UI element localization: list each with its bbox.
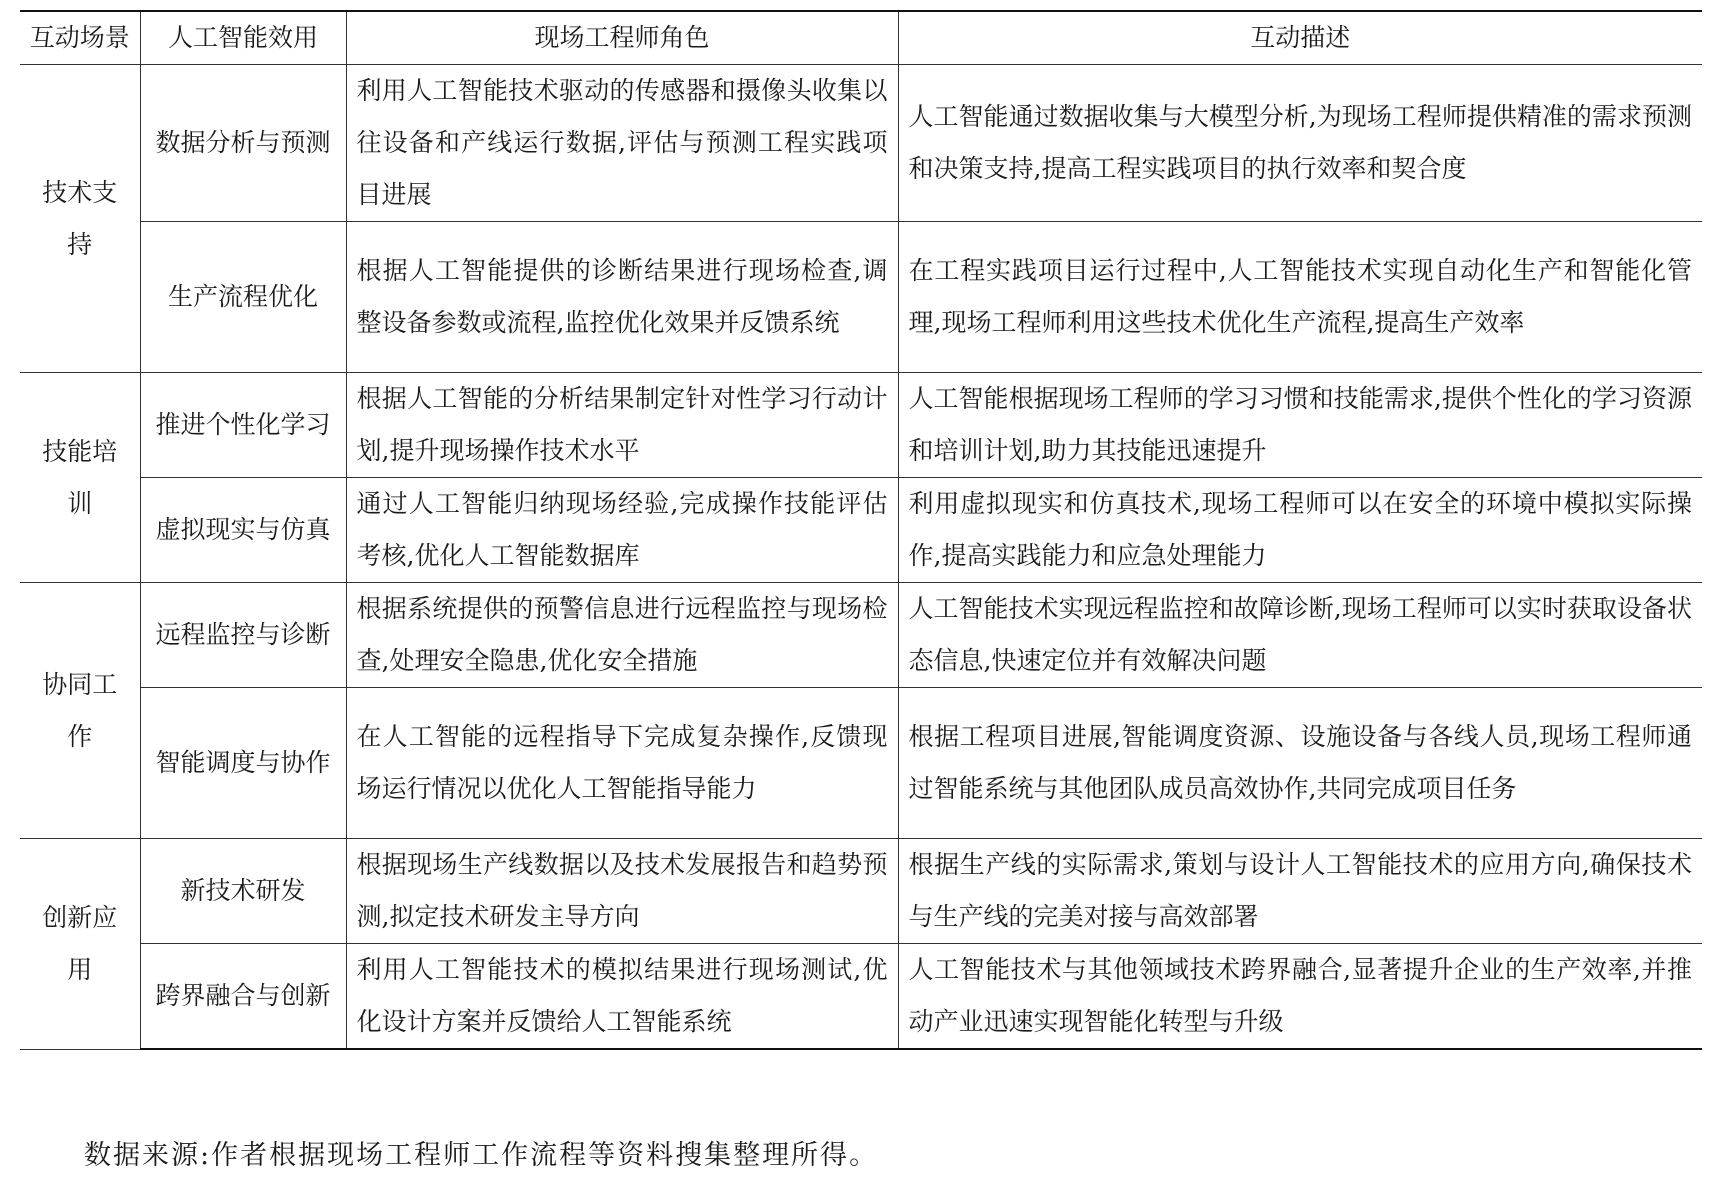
utility-cell: 推进个性化学习 [140,373,346,478]
table-row [20,944,1702,1050]
header-description: 互动描述 [898,11,1702,65]
scene-cell: 创新应用 [20,839,140,1050]
utility-cell: 跨界融合与创新 [140,944,346,1050]
table-row [20,222,1702,373]
table-row [20,373,1702,478]
utility-cell: 虚拟现实与仿真 [140,478,346,583]
table-row [20,688,1702,839]
table-row [20,839,1702,944]
role-cell: 根据系统提供的预警信息进行远程监控与现场检查,处理安全隐患,优化安全措施 [346,583,898,688]
description-cell: 根据生产线的实际需求,策划与设计人工智能技术的应用方向,确保技术与生产线的完美对接与高效部署 [898,839,1702,944]
description-cell: 人工智能通过数据收集与大模型分析,为现场工程师提供精准的需求预测和决策支持,提高工程实践项目的执行效率和契合度 [898,65,1702,222]
table-row [20,478,1702,583]
data-table [20,10,1702,1050]
description-cell: 在工程实践项目运行过程中,人工智能技术实现自动化生产和智能化管理,现场工程师利用这些技术优化生产流程,提高生产效率 [898,222,1702,373]
utility-cell: 远程监控与诊断 [140,583,346,688]
table-header-row [20,11,1702,65]
description-cell: 人工智能根据现场工程师的学习习惯和技能需求,提供个性化的学习资源和培训计划,助力其技能迅速提升 [898,373,1702,478]
role-cell: 利用人工智能技术的模拟结果进行现场测试,优化设计方案并反馈给人工智能系统 [346,944,898,1050]
description-cell: 人工智能技术实现远程监控和故障诊断,现场工程师可以实时获取设备状态信息,快速定位并有效解决问题 [898,583,1702,688]
role-cell: 根据人工智能提供的诊断结果进行现场检查,调整设备参数或流程,监控优化效果并反馈系统 [346,222,898,373]
role-cell: 根据现场生产线数据以及技术发展报告和趋势预测,拟定技术研发主导方向 [346,839,898,944]
description-cell: 根据工程项目进展,智能调度资源、设施设备与各线人员,现场工程师通过智能系统与其他团队成员高效协作,共同完成项目任务 [898,688,1702,839]
scene-cell: 协同工作 [20,583,140,839]
role-cell: 通过人工智能归纳现场经验,完成操作技能评估考核,优化人工智能数据库 [346,478,898,583]
description-cell: 利用虚拟现实和仿真技术,现场工程师可以在安全的环境中模拟实际操作,提高实践能力和应急处理能力 [898,478,1702,583]
role-cell: 根据人工智能的分析结果制定针对性学习行动计划,提升现场操作技术水平 [346,373,898,478]
source-note: 数据来源:作者根据现场工程师工作流程等资料搜集整理所得。 [84,1140,879,1171]
description-cell: 人工智能技术与其他领域技术跨界融合,显著提升企业的生产效率,并推动产业迅速实现智能化转型与升级 [898,944,1702,1050]
header-role: 现场工程师角色 [346,11,898,65]
utility-cell: 新技术研发 [140,839,346,944]
header-scene: 互动场景 [20,11,140,65]
table-row [20,65,1702,222]
scene-cell: 技术支持 [20,65,140,373]
header-utility: 人工智能效用 [140,11,346,65]
utility-cell: 数据分析与预测 [140,65,346,222]
scene-cell: 技能培训 [20,373,140,583]
table-row [20,583,1702,688]
utility-cell: 智能调度与协作 [140,688,346,839]
role-cell: 在人工智能的远程指导下完成复杂操作,反馈现场运行情况以优化人工智能指导能力 [346,688,898,839]
utility-cell: 生产流程优化 [140,222,346,373]
role-cell: 利用人工智能技术驱动的传感器和摄像头收集以往设备和产线运行数据,评估与预测工程实践项目进展 [346,65,898,222]
